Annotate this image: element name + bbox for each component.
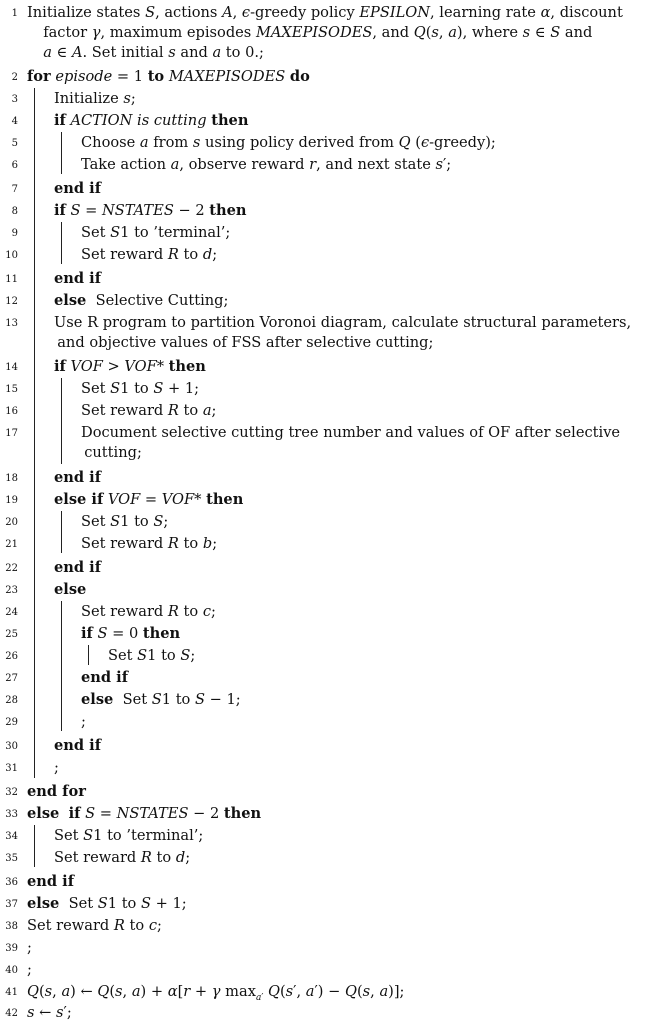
line-number: 17 — [5, 428, 18, 439]
line-text: ; — [81, 713, 86, 730]
line-text: else Set S1 to S − 1; — [81, 691, 241, 708]
line-number: 1 — [11, 8, 18, 19]
line-text: end if — [27, 873, 75, 890]
line-text: Take action a, observe reward r, and next state s′; — [81, 156, 452, 173]
line-number: 33 — [5, 809, 18, 820]
line-text: Set reward R to b; — [81, 535, 218, 552]
line-number: 11 — [5, 274, 18, 285]
line-number: 32 — [5, 787, 18, 798]
block-bar-else-if-vof-equal — [61, 511, 62, 553]
line-text: factor γ, maximum episodes MAXEPISODES, and Q(s, a), where s ∈ S and — [43, 24, 593, 41]
line-text: end for — [27, 783, 86, 800]
line-number: 39 — [5, 943, 18, 954]
line-text: Set S1 to ’terminal’; — [54, 827, 204, 844]
line-number: 28 — [5, 695, 18, 706]
line-text: ; — [27, 939, 32, 956]
line-text: Document selective cutting tree number and values of OF after selective — [81, 424, 621, 441]
line-number: 29 — [5, 717, 18, 728]
block-bar-for-loop — [34, 88, 35, 778]
line-text: if S = NSTATES − 2 then — [54, 202, 247, 219]
line-number: 12 — [5, 296, 18, 307]
line-number: 31 — [5, 763, 18, 774]
line-number: 24 — [5, 607, 18, 618]
line-text: and objective values of FSS after selective cutting; — [57, 334, 434, 351]
line-number: 34 — [5, 831, 18, 842]
line-number: 22 — [5, 563, 18, 574]
line-text: Use R program to partition Voronoi diagram, calculate structural parameters, — [54, 314, 632, 331]
line-text: Set S1 to S + 1; — [81, 380, 200, 397]
line-number: 27 — [5, 673, 18, 684]
line-number: 23 — [5, 585, 18, 596]
line-text: else if S = NSTATES − 2 then — [27, 805, 262, 822]
line-text: ; — [27, 961, 32, 978]
line-number: 20 — [5, 517, 18, 528]
line-number: 38 — [5, 921, 18, 932]
line-text: else if VOF = VOF* then — [54, 491, 244, 508]
line-text: else — [54, 581, 87, 598]
line-text: end if — [54, 469, 102, 486]
line-number: 2 — [11, 72, 18, 83]
line-text: for episode = 1 to MAXEPISODES do — [27, 68, 310, 85]
line-text: Set reward R to d; — [54, 849, 191, 866]
line-text: Set S1 to ’terminal’; — [81, 224, 231, 241]
line-text: if VOF > VOF* then — [54, 358, 206, 375]
block-bar-if-nstates — [61, 222, 62, 264]
line-number: 4 — [11, 116, 18, 127]
line-number: 25 — [5, 629, 18, 640]
line-text: end if — [54, 270, 102, 287]
line-number: 14 — [5, 362, 18, 373]
line-number: 42 — [5, 1008, 18, 1019]
block-bar-if-cutting — [61, 132, 62, 174]
line-text: a ∈ A. Set initial s and a to 0.; — [43, 44, 264, 61]
line-number: 9 — [11, 228, 18, 239]
line-number: 6 — [11, 160, 18, 171]
block-bar-if-vof-greater — [61, 378, 62, 464]
line-number: 13 — [5, 318, 18, 329]
line-text: end if — [54, 180, 102, 197]
line-number: 41 — [5, 987, 18, 998]
line-text: Set S1 to S; — [81, 513, 169, 530]
block-bar-if-s-zero — [88, 645, 89, 665]
line-text: Initialize states S, actions A, ϵ-greedy policy EPSILON, learning rate α, discount — [27, 4, 623, 21]
line-number: 8 — [11, 206, 18, 217]
line-text: Choose a from s using policy derived from Q (ϵ-greedy); — [81, 134, 496, 151]
line-text: Set S1 to S; — [108, 647, 196, 664]
block-bar-else — [61, 601, 62, 731]
line-number: 7 — [11, 184, 18, 195]
line-text: Set reward R to c; — [81, 603, 216, 620]
line-number: 35 — [5, 853, 18, 864]
line-number: 5 — [11, 138, 18, 149]
line-text: cutting; — [84, 444, 142, 461]
line-number: 36 — [5, 877, 18, 888]
line-text: end if — [54, 559, 102, 576]
line-text: Q(s, a) ← Q(s, a) + α[r + γ $\max_{a'} Q(s'$, a′) − Q(s, a)]; — [27, 983, 405, 1003]
line-text: Set reward R to a; — [81, 402, 217, 419]
line-number: 30 — [5, 741, 18, 752]
line-text: if S = 0 then — [81, 625, 181, 642]
line-number: 37 — [5, 899, 18, 910]
line-number: 15 — [5, 384, 18, 395]
line-text: end if — [81, 669, 129, 686]
line-text: else Set S1 to S + 1; — [27, 895, 187, 912]
line-text: if ACTION is cutting then — [54, 112, 249, 129]
line-text: Initialize s; — [54, 90, 136, 107]
line-text: Set reward R to d; — [81, 246, 218, 263]
line-number: 16 — [5, 406, 18, 417]
line-text: else Selective Cutting; — [54, 292, 229, 309]
line-text: ; — [54, 759, 59, 776]
line-text: end if — [54, 737, 102, 754]
line-number: 26 — [5, 651, 18, 662]
line-number: 21 — [5, 539, 18, 550]
line-number: 40 — [5, 965, 18, 976]
line-text: Set reward R to c; — [27, 917, 162, 934]
line-text: s ← s′; — [27, 1004, 72, 1021]
line-number: 19 — [5, 495, 18, 506]
line-number: 3 — [11, 94, 18, 105]
line-number: 18 — [5, 473, 18, 484]
block-bar-outer-if-nstates — [34, 825, 35, 867]
line-number: 10 — [5, 250, 18, 261]
